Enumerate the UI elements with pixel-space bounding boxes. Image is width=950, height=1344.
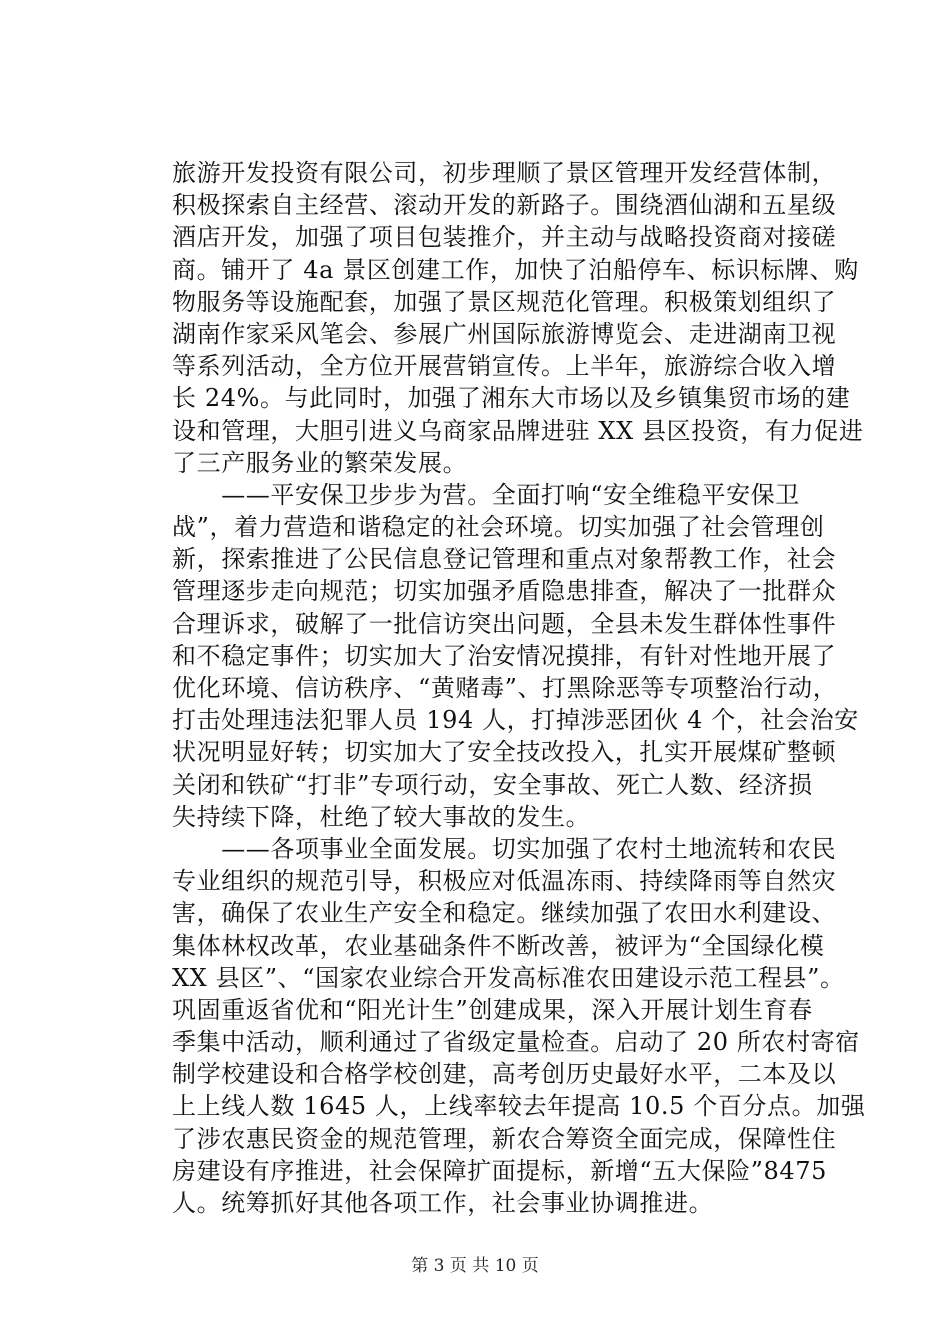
text-line: 等系列活动，全方位开展营销宣传。上半年，旅游综合收入增 xyxy=(172,352,837,381)
text-line: 商。铺开了 4a 景区创建工作，加快了泊船停车、标识标牌、购 xyxy=(172,255,859,284)
text-line: 专业组织的规范引导，积极应对低温冻雨、持续降雨等自然灾 xyxy=(172,867,837,896)
text-line: 积极探索自主经营、滚动开发的新路子。围绕酒仙湖和五星级 xyxy=(172,191,837,220)
text-line: 战”，着力营造和谐稳定的社会环境。切实加强了社会管理创 xyxy=(172,513,825,542)
text-line: 害，确保了农业生产安全和稳定。继续加强了农田水利建设、 xyxy=(172,899,837,928)
text-line: XX 县区”、“国家农业综合开发高标准农田建设示范工程县”。 xyxy=(172,963,845,992)
text-line: 湖南作家采风笔会、参展广州国际旅游博览会、走进湖南卫视 xyxy=(172,319,837,348)
text-line: 酒店开发，加强了项目包装推介，并主动与战略投资商对接磋 xyxy=(172,223,837,252)
text-line: 制学校建设和合格学校创建，高考创历史最好水平，二本及以 xyxy=(172,1060,837,1089)
text-line: 和不稳定事件；切实加大了治安情况摸排，有针对性地开展了 xyxy=(172,641,837,670)
text-line: 了涉农惠民资金的规范管理，新农合筹资全面完成，保障性住 xyxy=(172,1124,837,1153)
text-line: 人。统筹抓好其他各项工作，社会事业协调推进。 xyxy=(172,1189,714,1217)
text-line: ——平安保卫步步为营。全面打响“安全维稳平安保卫 xyxy=(172,480,800,509)
text-line: 了三产服务业的繁荣发展。 xyxy=(172,448,468,477)
body-text xyxy=(172,157,866,1219)
text-line: ——各项事业全面发展。切实加强了农村土地流转和农民 xyxy=(172,834,837,863)
text-line: 优化环境、信访秩序、“黄赌毒”、打黑除恶等专项整治行动， xyxy=(172,674,838,702)
page-footer: 第 3 页 共 10 页 xyxy=(411,1256,539,1276)
text-line: 长 24%。与此同时，加强了湘东大市场以及乡镇集贸市场的建 xyxy=(172,384,851,413)
text-line: 打击处理违法犯罪人员 194 人，打掉涉恶团伙 4 个，社会治安 xyxy=(172,706,859,735)
text-line: 物服务等设施配套，加强了景区规范化管理。积极策划组织了 xyxy=(172,287,837,316)
text-line: 房建设有序推进，社会保障扩面提标，新增“五大保险”8475 xyxy=(172,1156,828,1185)
text-line: 集体林权改革，农业基础条件不断改善，被评为“全国绿化模 xyxy=(172,931,825,960)
text-line: 管理逐步走向规范；切实加强矛盾隐患排查，解决了一批群众 xyxy=(172,577,837,606)
text-line: 合理诉求，破解了一批信访突出问题，全县未发生群体性事件 xyxy=(172,609,837,638)
text-line: 关闭和铁矿“打非”专项行动，安全事故、死亡人数、经济损 xyxy=(172,770,813,799)
text-line: 状况明显好转；切实加大了安全技改投入，扎实开展煤矿整顿 xyxy=(172,738,837,767)
text-line: 上上线人数 1645 人，上线率较去年提高 10.5 个百分点。加强 xyxy=(172,1092,866,1121)
text-line: 新，探索推进了公民信息登记管理和重点对象帮教工作，社会 xyxy=(172,545,837,574)
text-line: 设和管理，大胆引进义乌商家品牌进驻 XX 县区投资，有力促进 xyxy=(172,416,864,445)
text-line: 巩固重返省优和“阳光计生”创建成果，深入开展计划生育春 xyxy=(172,995,813,1024)
text-line: 旅游开发投资有限公司，初步理顺了景区管理开发经营体制， xyxy=(172,159,837,187)
text-line: 失持续下降，杜绝了较大事故的发生。 xyxy=(172,802,591,831)
text-line: 季集中活动，顺利通过了省级定量检查。启动了 20 所农村寄宿 xyxy=(172,1028,860,1057)
